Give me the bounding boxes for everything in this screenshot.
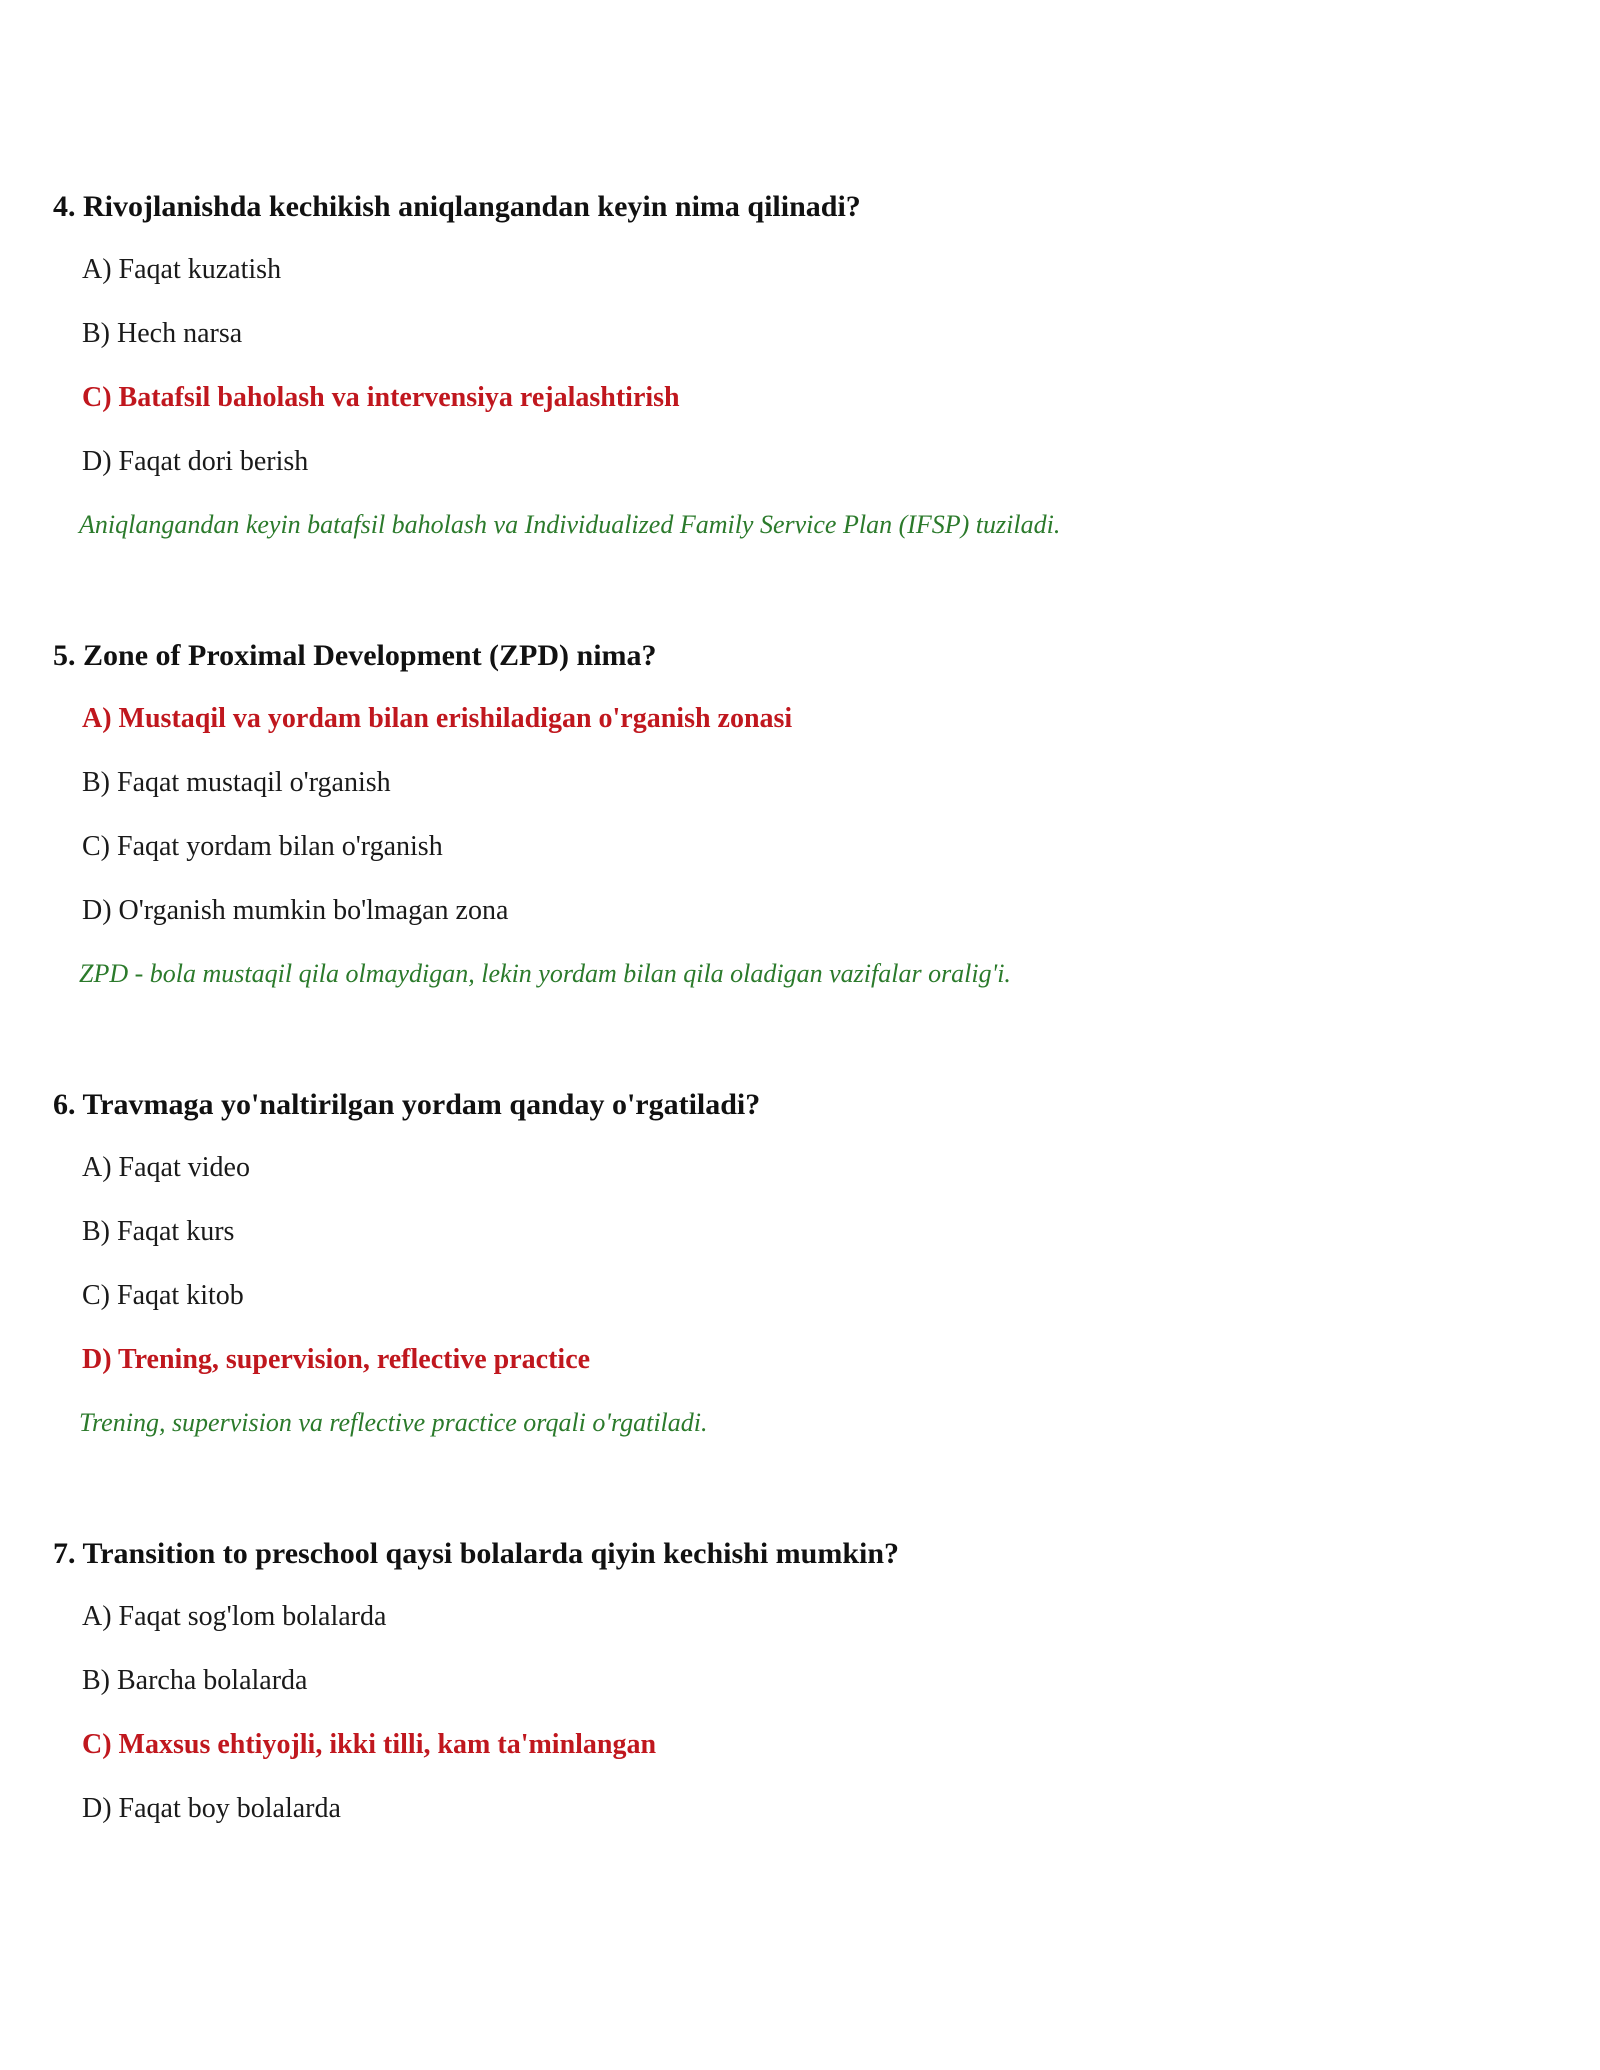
option-c: C) Faqat kitob [82,1280,244,1311]
question-title: 4. Rivojlanishda kechikish aniqlangandan keyin nima qilinadi? [53,190,861,223]
question-title: 7. Transition to preschool qaysi bolalarda qiyin kechishi mumkin? [53,1537,900,1570]
option-d: D) Faqat dori berish [82,446,309,477]
option-c: C) Faqat yordam bilan o'rganish [82,831,443,862]
question-5 [53,638,1533,990]
explanation: ZPD - bola mustaqil qila olmaydigan, lekin yordam bilan qila oladigan vazifalar oralig'i. [79,959,1011,988]
option-c-correct: C) Maxsus ehtiyojli, ikki tilli, kam ta'minlangan [82,1729,657,1760]
option-d-correct: D) Trening, supervision, reflective practice [82,1344,591,1375]
question-4 [53,189,1533,541]
option-a: A) Faqat video [82,1152,250,1183]
option-b: B) Faqat mustaqil o'rganish [82,767,391,798]
option-a: A) Faqat sog'lom bolalarda [82,1601,387,1632]
explanation: Trening, supervision va reflective practice orqali o'rgatiladi. [79,1408,708,1437]
option-c-correct: C) Batafsil baholash va intervensiya rejalashtirish [82,382,680,413]
option-d: D) Faqat boy bolalarda [82,1793,341,1824]
option-b: B) Barcha bolalarda [82,1665,308,1696]
option-d: D) O'rganish mumkin bo'lmagan zona [82,895,509,926]
option-b: B) Hech narsa [82,318,243,349]
option-b: B) Faqat kurs [82,1216,235,1247]
option-a-correct: A) Mustaqil va yordam bilan erishiladigan o'rganish zonasi [82,703,793,734]
explanation: Aniqlangandan keyin batafsil baholash va Individualized Family Service Plan (IFSP) tuziladi. [79,510,1061,539]
question-7 [53,1536,1533,1826]
option-a: A) Faqat kuzatish [82,254,282,285]
question-title: 5. Zone of Proximal Development (ZPD) nima? [53,639,657,672]
question-6 [53,1087,1533,1439]
question-title: 6. Travmaga yo'naltirilgan yordam qanday o'rgatiladi? [53,1088,761,1121]
